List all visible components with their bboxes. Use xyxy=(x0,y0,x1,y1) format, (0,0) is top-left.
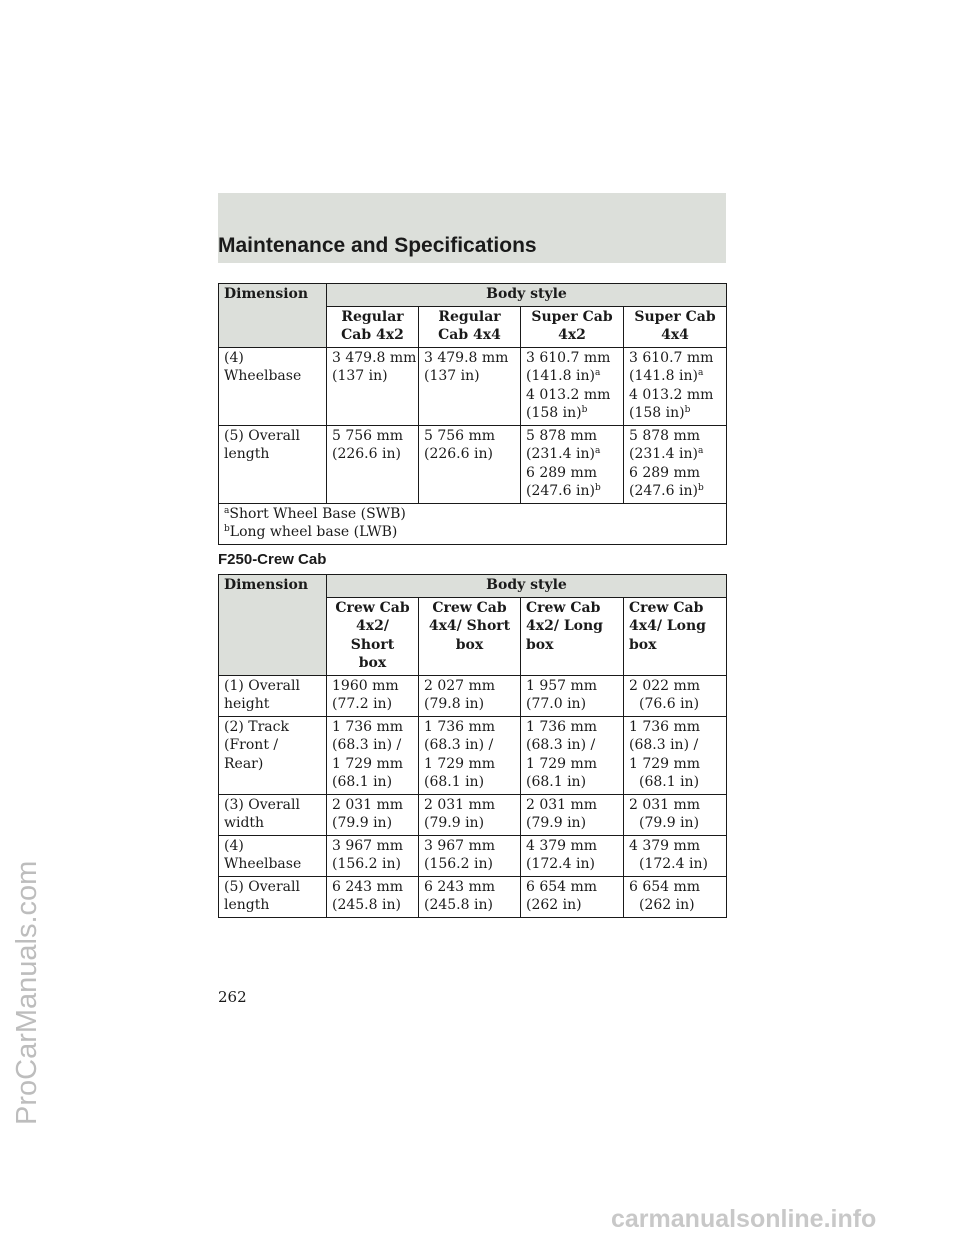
column-header-line: Crew Cab xyxy=(629,599,704,616)
cell-line xyxy=(424,755,515,774)
table-cell xyxy=(419,425,521,503)
cell-line xyxy=(526,755,618,774)
cell-value: (245.8 in) xyxy=(332,897,401,913)
footnote-marker: b xyxy=(594,483,601,493)
body-style-header: Body style xyxy=(327,284,727,307)
table-row xyxy=(219,876,727,917)
cell-value: (245.8 in) xyxy=(424,897,493,913)
footnote-marker: b xyxy=(684,405,691,415)
cell-value: 1 729 mm xyxy=(526,755,598,772)
table-cell xyxy=(521,716,624,794)
footnote-line xyxy=(224,505,721,524)
table-cell xyxy=(419,347,521,425)
cell-line xyxy=(526,878,618,897)
spec-table-1 xyxy=(218,283,727,545)
table-cell xyxy=(327,794,419,835)
table-cell xyxy=(327,675,419,716)
row-label-line: width xyxy=(224,815,265,831)
cell-value: 2 022 mm xyxy=(629,677,701,694)
cell-value: (137 in) xyxy=(332,368,388,384)
table-cell xyxy=(419,675,521,716)
cell-value: (79.9 in) xyxy=(332,815,393,831)
column-header-line: Super Cab xyxy=(634,308,716,325)
column-header xyxy=(419,306,521,347)
column-header xyxy=(521,306,624,347)
table-cell xyxy=(624,425,727,503)
cell-line xyxy=(332,773,413,792)
cell-value: (68.1 in) xyxy=(526,774,587,790)
cell-value: 4 379 mm xyxy=(526,837,598,854)
column-header-line: box xyxy=(526,636,554,653)
footnote-text: Short Wheel Base (SWB) xyxy=(229,505,406,522)
column-header-line: box xyxy=(358,655,387,671)
cell-line xyxy=(629,427,721,446)
row-label-line: Rear) xyxy=(224,755,264,772)
cell-value: (68.1 in) xyxy=(424,774,485,790)
cell-line xyxy=(526,796,618,815)
cell-value: 1 729 mm xyxy=(424,755,496,772)
cell-line xyxy=(424,367,515,386)
row-label-line: height xyxy=(224,696,270,712)
cell-line xyxy=(332,837,413,856)
cell-value: 6 243 mm xyxy=(424,878,496,895)
footnote-line xyxy=(224,523,721,542)
footnote-marker: a xyxy=(594,446,601,456)
column-header-line: 4x4 xyxy=(661,327,689,343)
cell-line xyxy=(526,695,618,714)
row-label xyxy=(219,675,327,716)
cell-line xyxy=(424,736,515,755)
cell-line xyxy=(424,878,515,897)
cell-line xyxy=(332,718,413,737)
cell-value: 3 479.8 mm xyxy=(332,349,417,366)
cell-value: (141.8 in) xyxy=(629,368,698,384)
cell-line xyxy=(629,464,721,483)
table-cell xyxy=(521,794,624,835)
table-cell xyxy=(327,716,419,794)
cell-value: (226.6 in) xyxy=(332,446,401,462)
cell-value: (262 in) xyxy=(639,897,695,913)
row-label xyxy=(219,425,327,503)
cell-line xyxy=(526,427,618,446)
cell-value: (68.1 in) xyxy=(332,774,393,790)
column-header-line: 4x2 xyxy=(558,327,586,343)
cell-line xyxy=(424,677,515,696)
column-header-line: box xyxy=(629,636,657,653)
footnote-row xyxy=(219,503,727,544)
cell-value: (68.3 in) / xyxy=(332,737,402,753)
cell-value: 3 610.7 mm xyxy=(629,349,714,366)
cell-value: (79.9 in) xyxy=(526,815,587,831)
cell-value: (137 in) xyxy=(424,368,480,384)
cell-value: (247.6 in) xyxy=(526,483,595,499)
cell-value: 4 013.2 mm xyxy=(629,386,714,403)
column-header-line: Regular xyxy=(438,308,501,325)
cell-line xyxy=(629,837,721,856)
cell-value: 3 479.8 mm xyxy=(424,349,509,366)
cell-line xyxy=(332,736,413,755)
table-cell xyxy=(624,716,727,794)
section-title: Maintenance and Specifications xyxy=(218,234,537,257)
row-label-line: (2) Track xyxy=(224,718,289,735)
cell-value: 5 756 mm xyxy=(332,427,404,444)
column-header-line: 4x2/ Short xyxy=(350,618,395,653)
cell-value: (77.2 in) xyxy=(332,696,393,712)
cell-line xyxy=(424,445,515,464)
table-cell xyxy=(327,876,419,917)
cell-value: (77.0 in) xyxy=(526,696,587,712)
cell-value: 2 031 mm xyxy=(526,796,598,813)
cell-value: (68.3 in) / xyxy=(526,737,596,753)
cell-value: (158 in) xyxy=(629,405,685,421)
table-cell xyxy=(624,794,727,835)
cell-line xyxy=(526,718,618,737)
cell-line xyxy=(332,896,413,915)
cell-value: (79.8 in) xyxy=(424,696,485,712)
cell-value: (76.6 in) xyxy=(639,696,700,712)
row-label-line: (Front / xyxy=(224,737,279,753)
table-cell xyxy=(419,794,521,835)
footnote-marker: b xyxy=(697,483,704,493)
cell-value: (79.9 in) xyxy=(639,815,700,831)
row-label-line: Wheelbase xyxy=(224,368,302,384)
cell-value: (247.6 in) xyxy=(629,483,698,499)
row-label xyxy=(219,716,327,794)
footnote-marker: a xyxy=(697,368,704,378)
page-number: 262 xyxy=(218,988,247,1006)
dimension-header: Dimension xyxy=(219,575,327,676)
cell-line xyxy=(629,445,721,464)
column-header xyxy=(521,597,624,675)
cell-line xyxy=(526,386,618,405)
cell-line xyxy=(332,855,413,874)
row-label-line: (5) Overall xyxy=(224,427,300,444)
cell-value: (231.4 in) xyxy=(526,446,595,462)
table-cell xyxy=(624,835,727,876)
column-header-line: Cab 4x2 xyxy=(341,327,404,343)
cell-value: (79.9 in) xyxy=(424,815,485,831)
row-label xyxy=(219,835,327,876)
footnote-marker: a xyxy=(594,368,601,378)
cell-line xyxy=(526,445,618,464)
cell-line xyxy=(629,736,721,755)
cell-line xyxy=(424,796,515,815)
cell-line xyxy=(629,814,721,833)
cell-line xyxy=(424,896,515,915)
cell-line xyxy=(629,482,721,501)
cell-line xyxy=(526,349,618,368)
cell-value: 5 878 mm xyxy=(629,427,701,444)
row-label xyxy=(219,794,327,835)
table-cell xyxy=(419,876,521,917)
cell-value: 1 736 mm xyxy=(526,718,598,735)
column-header-line: 4x2/ Long xyxy=(526,618,603,634)
cell-line xyxy=(629,718,721,737)
dimension-header: Dimension xyxy=(219,284,327,348)
cell-line xyxy=(332,796,413,815)
cell-line xyxy=(424,837,515,856)
footnote-marker: a xyxy=(224,505,230,516)
table-cell xyxy=(521,876,624,917)
cell-line xyxy=(332,427,413,446)
table-cell xyxy=(624,876,727,917)
row-label-line: (1) Overall xyxy=(224,677,300,694)
cell-value: (262 in) xyxy=(526,897,582,913)
cell-line xyxy=(332,445,413,464)
footnote-marker: a xyxy=(697,446,704,456)
table-cell xyxy=(327,347,419,425)
table-cell xyxy=(521,675,624,716)
row-label-line: (4) xyxy=(224,837,244,854)
cell-line xyxy=(629,386,721,405)
table-cell xyxy=(521,425,624,503)
column-header xyxy=(327,306,419,347)
table-cell xyxy=(521,835,624,876)
cell-line xyxy=(424,695,515,714)
footnote-marker: b xyxy=(581,405,588,415)
watermark-left: ProCarManuals.com xyxy=(11,860,43,1125)
cell-value: 1 729 mm xyxy=(332,755,404,772)
footnotes-cell xyxy=(219,503,727,544)
row-label-line: (3) Overall xyxy=(224,796,300,813)
cell-line xyxy=(424,349,515,368)
cell-value: 2 031 mm xyxy=(332,796,404,813)
spec-table-2 xyxy=(218,574,727,918)
cell-line xyxy=(526,896,618,915)
cell-value: 6 289 mm xyxy=(526,464,598,481)
cell-value: 6 654 mm xyxy=(526,878,598,895)
table-row xyxy=(219,425,727,503)
cell-value: (158 in) xyxy=(526,405,582,421)
cell-value: (172.4 in) xyxy=(639,856,708,872)
cell-line xyxy=(332,695,413,714)
cell-line xyxy=(332,677,413,696)
column-header xyxy=(624,306,727,347)
column-header xyxy=(327,597,419,675)
table-row xyxy=(219,794,727,835)
cell-line xyxy=(332,878,413,897)
cell-value: 1 736 mm xyxy=(629,718,701,735)
column-header-line: Crew Cab xyxy=(335,599,410,616)
table-row xyxy=(219,347,727,425)
cell-line xyxy=(629,755,721,774)
cell-line xyxy=(629,855,721,874)
table-cell xyxy=(419,716,521,794)
table-cell xyxy=(327,425,419,503)
cell-value: 6 654 mm xyxy=(629,878,701,895)
column-header-line: Cab 4x4 xyxy=(438,327,501,343)
cell-line xyxy=(526,736,618,755)
cell-line xyxy=(629,367,721,386)
cell-line xyxy=(629,695,721,714)
cell-line xyxy=(526,404,618,423)
watermark-bottom: carmanualsonline.info xyxy=(611,1205,877,1233)
cell-value: 2 027 mm xyxy=(424,677,496,694)
cell-value: 1 957 mm xyxy=(526,677,598,694)
cell-value: (68.3 in) / xyxy=(629,737,699,753)
column-header-line: Regular xyxy=(341,308,404,325)
column-header-line: Crew Cab xyxy=(432,599,507,616)
cell-line xyxy=(424,718,515,737)
cell-value: (68.3 in) / xyxy=(424,737,494,753)
cell-value: 5 878 mm xyxy=(526,427,598,444)
column-header-line: Crew Cab xyxy=(526,599,601,616)
cell-line xyxy=(424,814,515,833)
cell-line xyxy=(629,349,721,368)
cell-value: (172.4 in) xyxy=(526,856,595,872)
table-header-row xyxy=(219,575,727,598)
table-cell xyxy=(624,347,727,425)
cell-line xyxy=(526,814,618,833)
table-row xyxy=(219,835,727,876)
cell-value: 5 756 mm xyxy=(424,427,496,444)
cell-line xyxy=(629,677,721,696)
table-cell xyxy=(327,835,419,876)
row-label-line: (4) xyxy=(224,349,244,366)
column-header-line: box xyxy=(455,636,484,653)
table-cell xyxy=(419,835,521,876)
table-cell xyxy=(624,675,727,716)
footnote-text: Long wheel base (LWB) xyxy=(229,524,398,540)
row-label-line: length xyxy=(224,446,270,462)
cell-line xyxy=(629,773,721,792)
cell-line xyxy=(424,855,515,874)
row-label-line: (5) Overall xyxy=(224,878,300,895)
cell-line xyxy=(629,878,721,897)
cell-value: 3 967 mm xyxy=(424,837,496,854)
cell-value: 1 729 mm xyxy=(629,755,701,772)
cell-line xyxy=(424,773,515,792)
table-row xyxy=(219,675,727,716)
cell-value: 3 967 mm xyxy=(332,837,404,854)
cell-line xyxy=(629,796,721,815)
crew-cab-subtitle: F250-Crew Cab xyxy=(218,551,327,568)
cell-line xyxy=(526,367,618,386)
cell-value: 6 289 mm xyxy=(629,464,701,481)
cell-line xyxy=(526,482,618,501)
cell-value: 2 031 mm xyxy=(424,796,496,813)
cell-value: 4 013.2 mm xyxy=(526,386,611,403)
column-header xyxy=(419,597,521,675)
cell-value: 3 610.7 mm xyxy=(526,349,611,366)
cell-line xyxy=(629,896,721,915)
cell-line xyxy=(526,677,618,696)
cell-value: (156.2 in) xyxy=(424,856,493,872)
cell-value: 1 736 mm xyxy=(332,718,404,735)
column-header-line: 4x4/ Short xyxy=(428,618,511,634)
cell-line xyxy=(332,367,413,386)
cell-value: 6 243 mm xyxy=(332,878,404,895)
body-style-header: Body style xyxy=(327,575,727,598)
table-cell xyxy=(521,347,624,425)
cell-value: (226.6 in) xyxy=(424,446,493,462)
cell-value: (156.2 in) xyxy=(332,856,401,872)
cell-value: (141.8 in) xyxy=(526,368,595,384)
footnote-marker: b xyxy=(224,524,230,534)
cell-value: (68.1 in) xyxy=(639,774,700,790)
cell-line xyxy=(424,427,515,446)
cell-line xyxy=(332,349,417,368)
cell-line xyxy=(526,837,618,856)
column-header xyxy=(624,597,727,675)
cell-value: 1 736 mm xyxy=(424,718,496,735)
table-header-row xyxy=(219,284,727,307)
cell-line xyxy=(332,814,413,833)
cell-value: 2 031 mm xyxy=(629,796,701,813)
cell-line xyxy=(332,755,413,774)
cell-line xyxy=(526,773,618,792)
cell-line xyxy=(629,404,721,423)
cell-value: (231.4 in) xyxy=(629,446,698,462)
cell-line xyxy=(526,855,618,874)
column-header-line: 4x4/ Long xyxy=(629,618,706,634)
cell-value: 4 379 mm xyxy=(629,837,701,854)
cell-value: 1960 mm xyxy=(332,677,399,694)
row-label xyxy=(219,347,327,425)
row-label-line: Wheelbase xyxy=(224,856,302,872)
row-label xyxy=(219,876,327,917)
column-header-line: Super Cab xyxy=(531,308,613,325)
cell-line xyxy=(526,464,618,483)
row-label-line: length xyxy=(224,897,270,913)
table-row xyxy=(219,716,727,794)
